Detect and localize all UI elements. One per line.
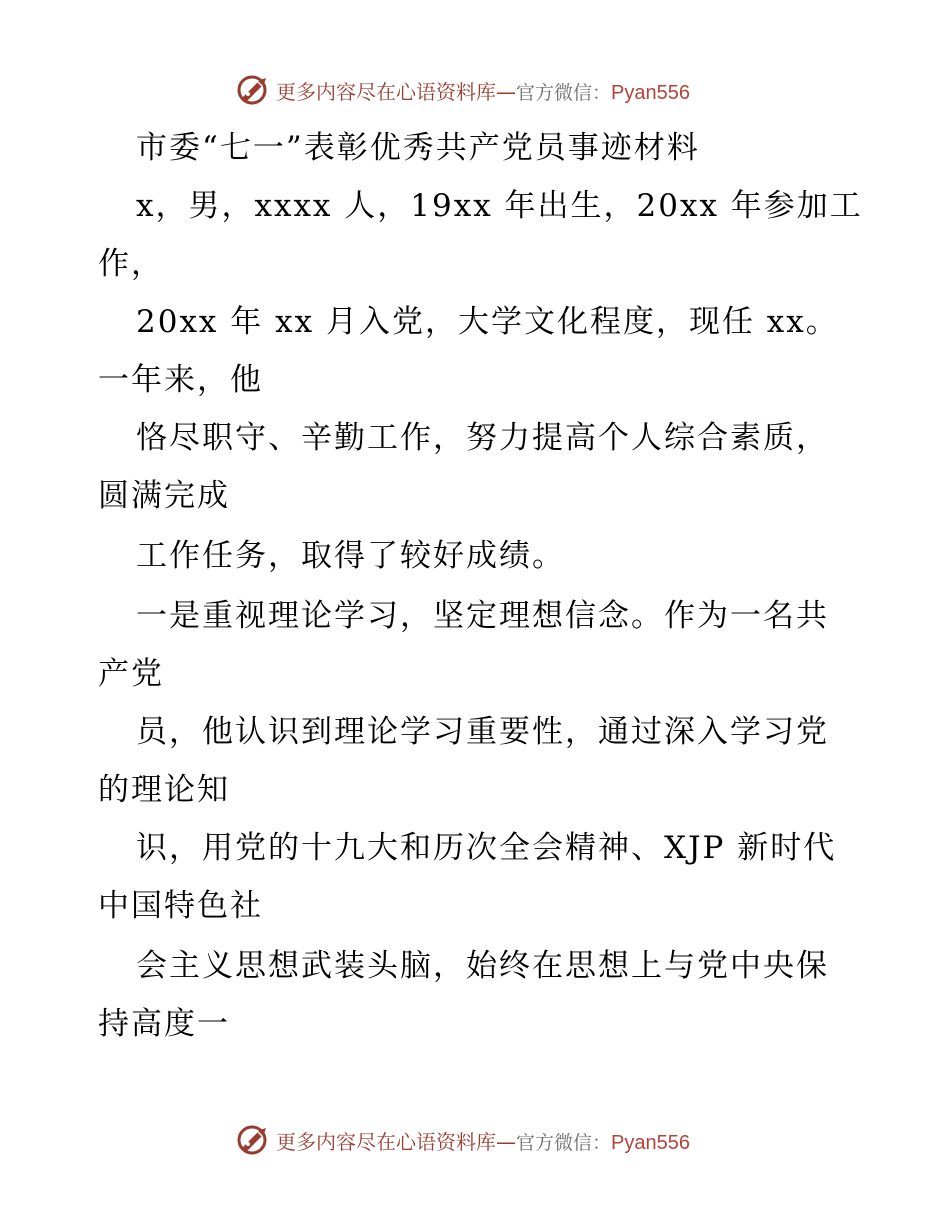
banner-text (276, 76, 690, 105)
banner-text (276, 1126, 690, 1155)
site-name: 更多内容尽在心语资料库 (276, 79, 496, 104)
paragraph-line: 一年来，他 (98, 362, 263, 398)
paragraph-line: 识，用党的十九大和历次全会精神、XJP 新时代 (136, 830, 837, 866)
paragraph-line: 的理论知 (98, 772, 230, 808)
paragraph-line: 20xx 年 xx 月入党，大学文化程度，现任 xx。 (136, 304, 839, 340)
paragraph-line: 产党 (98, 656, 164, 692)
header-banner (236, 72, 690, 108)
paragraph-line: 持高度一 (98, 1006, 230, 1042)
wechat-label: 官方微信： (516, 81, 612, 104)
pen-nib-logo-icon (236, 1122, 272, 1158)
paragraph-line: 恪尽职守、辛勤工作，努力提高个人综合素质， (136, 420, 829, 456)
paragraph-line: 一是重视理论学习，坚定理想信念。作为一名共 (136, 598, 829, 634)
paragraph-line: 中国特色社 (98, 888, 263, 924)
site-name: 更多内容尽在心语资料库 (276, 1129, 496, 1154)
paragraph-line: 会主义思想武装头脑，始终在思想上与党中央保 (136, 948, 829, 984)
paragraph-line: x，男，xxxx 人，19xx 年出生，20xx 年参加工 (136, 188, 863, 224)
banner-dash: — (496, 79, 516, 104)
footer-banner (236, 1122, 690, 1158)
paragraph-line: 工作任务，取得了较好成绩。 (136, 538, 565, 574)
pen-nib-logo-icon (236, 72, 272, 108)
paragraph-line: 作， (98, 246, 164, 282)
paragraph-line: 员，他认识到理论学习重要性，通过深入学习党 (136, 714, 829, 750)
banner-dash: — (496, 1129, 516, 1154)
paragraph-line: 圆满完成 (98, 478, 230, 514)
wechat-id: Pyan556 (611, 1131, 690, 1154)
document-title: 市委“七一”表彰优秀共产党员事迹材料 (136, 130, 700, 166)
wechat-label: 官方微信： (516, 1131, 612, 1154)
wechat-id: Pyan556 (611, 81, 690, 104)
